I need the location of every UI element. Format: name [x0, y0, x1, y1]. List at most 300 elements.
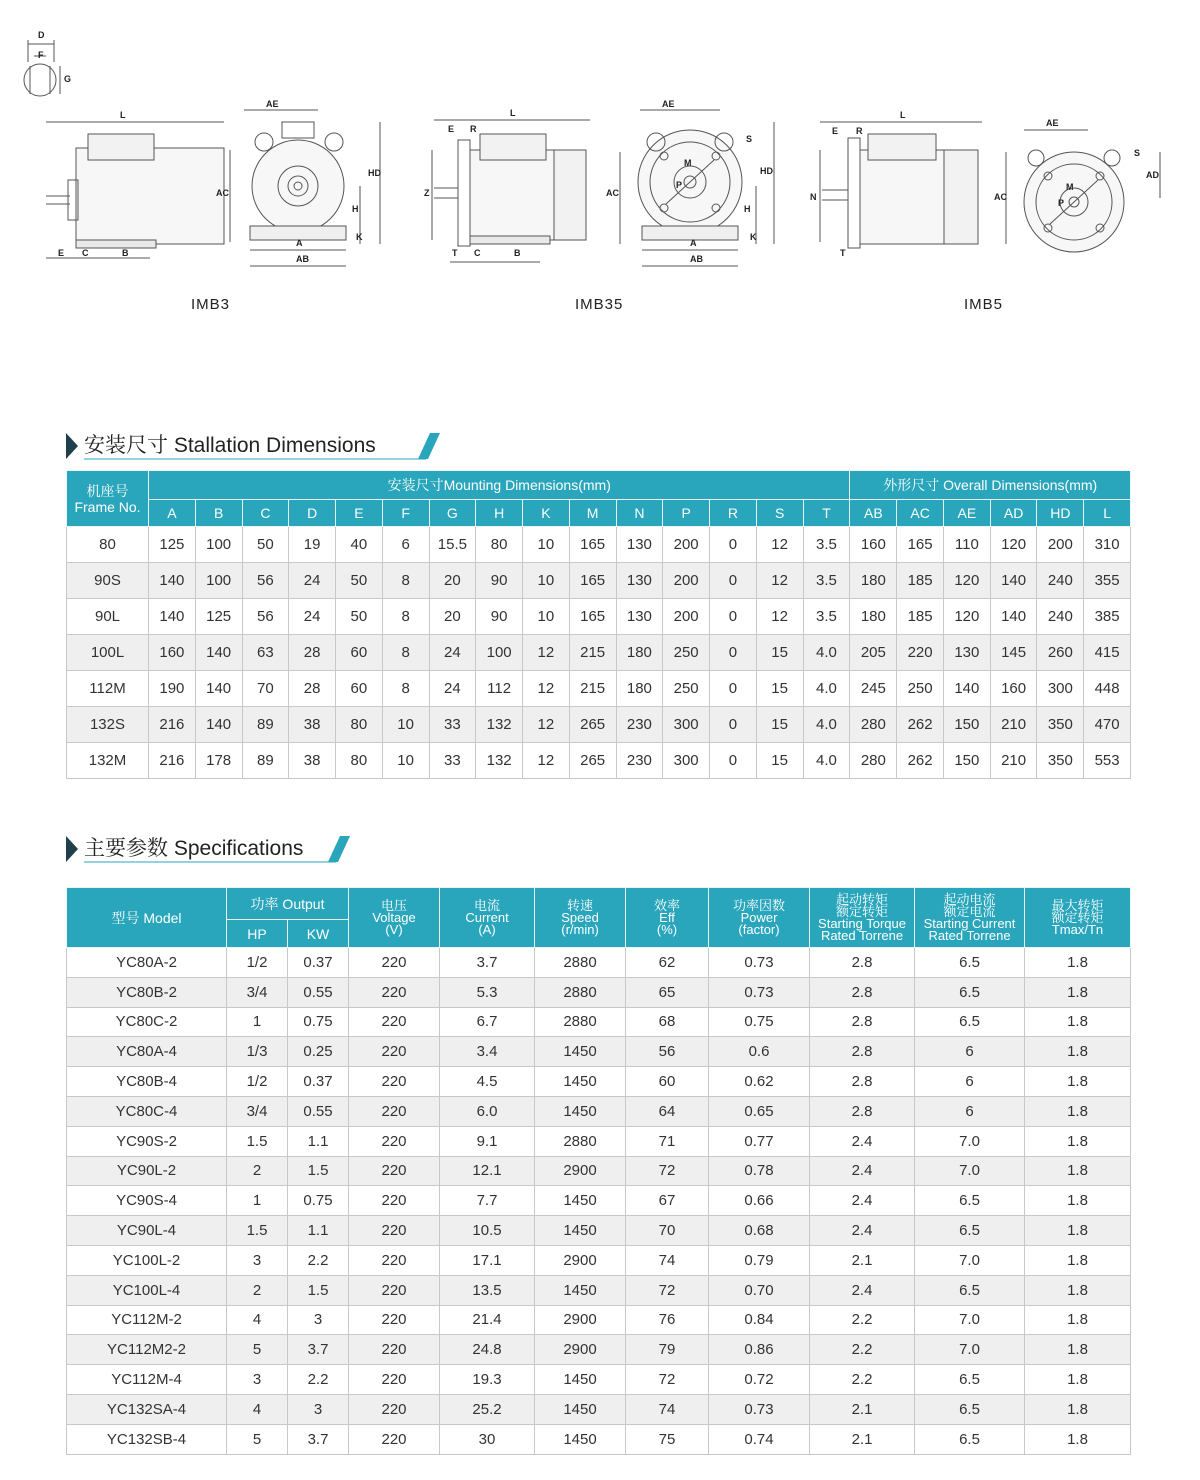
- table-cell: 5: [227, 1335, 288, 1365]
- column-header: F: [382, 500, 429, 527]
- table-cell: 10: [382, 743, 429, 779]
- table-cell: 1: [227, 1186, 288, 1216]
- model-cell: YC80B-4: [67, 1067, 227, 1097]
- table-cell: 245: [850, 671, 897, 707]
- frame-no-cell: 100L: [67, 635, 149, 671]
- imb5-side-view: [820, 122, 1006, 248]
- table-cell: 0.78: [709, 1156, 810, 1186]
- table-cell: 20: [429, 563, 476, 599]
- table-cell: 74: [626, 1394, 709, 1424]
- table-cell: 12.1: [440, 1156, 535, 1186]
- table-cell: 132: [476, 707, 523, 743]
- table-cell: 2.2: [288, 1245, 349, 1275]
- table-cell: 2.8: [810, 977, 915, 1007]
- model-cell: YC132SA-4: [67, 1394, 227, 1424]
- spec-section-title: [66, 834, 356, 864]
- frame-no-header: [67, 471, 149, 527]
- table-cell: 220: [349, 1365, 440, 1395]
- column-header: S: [756, 500, 803, 527]
- table-cell: 6.5: [915, 1216, 1025, 1246]
- table-cell: 3.4: [440, 1037, 535, 1067]
- table-cell: 0: [710, 743, 757, 779]
- table-cell: 3: [288, 1305, 349, 1335]
- table-row: [67, 1394, 1131, 1424]
- table-cell: 63: [242, 635, 289, 671]
- table-cell: 15: [756, 707, 803, 743]
- table-cell: 6.5: [915, 1424, 1025, 1454]
- column-header: T: [803, 500, 850, 527]
- table-cell: 220: [349, 1067, 440, 1097]
- table-cell: 1.8: [1025, 977, 1131, 1007]
- table-cell: 1/2: [227, 948, 288, 978]
- kw-header: KW: [288, 920, 349, 948]
- table-cell: 2: [227, 1275, 288, 1305]
- table-cell: 8: [382, 563, 429, 599]
- table-cell: 56: [626, 1037, 709, 1067]
- header-line: Rated Torrene: [820, 927, 904, 943]
- column-header: K: [523, 500, 570, 527]
- table-cell: 280: [850, 743, 897, 779]
- table-cell: 300: [1037, 671, 1084, 707]
- spec-section-heading: 主要参数 Specifications: [84, 837, 304, 860]
- table-cell: 4.5: [440, 1067, 535, 1097]
- table-cell: 0.75: [288, 1007, 349, 1037]
- table-cell: 3: [227, 1365, 288, 1395]
- install-section-title: [66, 431, 446, 461]
- table-cell: 28: [289, 635, 336, 671]
- dimension-label: T: [452, 248, 458, 258]
- table-cell: 65: [626, 977, 709, 1007]
- table-cell: 1450: [535, 1424, 626, 1454]
- table-cell: 60: [336, 635, 383, 671]
- table-cell: 7.7: [440, 1186, 535, 1216]
- dimension-label: B: [514, 248, 521, 258]
- table-cell: 0.72: [709, 1365, 810, 1395]
- table-cell: 220: [349, 1245, 440, 1275]
- header-line: Voltage: [372, 909, 416, 925]
- table-cell: 220: [349, 1126, 440, 1156]
- table-cell: 89: [242, 743, 289, 779]
- frame-no-cell: 90L: [67, 599, 149, 635]
- table-row: [67, 948, 1131, 978]
- table-cell: 1.8: [1025, 948, 1131, 978]
- table-row: [67, 527, 1131, 563]
- table-row: [67, 1096, 1131, 1126]
- dimension-label: AE: [662, 99, 675, 109]
- table-row: [67, 635, 1131, 671]
- table-cell: 10.5: [440, 1216, 535, 1246]
- starting-current-header: [915, 888, 1025, 948]
- table-cell: 13.5: [440, 1275, 535, 1305]
- table-cell: 3/4: [227, 1096, 288, 1126]
- starting-torque-header: [810, 888, 915, 948]
- table-cell: 30: [440, 1424, 535, 1454]
- table-cell: 185: [897, 599, 944, 635]
- current-header: [440, 888, 535, 948]
- table-cell: 1.8: [1025, 1245, 1131, 1275]
- header-line: (V): [385, 921, 403, 937]
- dimension-label: P: [1058, 198, 1065, 208]
- table-cell: 76: [626, 1305, 709, 1335]
- table-cell: 250: [663, 671, 710, 707]
- table-cell: 3.5: [803, 563, 850, 599]
- table-cell: 1450: [535, 1067, 626, 1097]
- overall-dims-header: 外形尺寸 Overall Dimensions(mm): [850, 471, 1131, 500]
- table-row: [67, 1067, 1131, 1097]
- table-cell: 3.7: [440, 948, 535, 978]
- table-cell: 1.5: [227, 1216, 288, 1246]
- frame-no-label: 机座号 Frame No.: [74, 482, 141, 515]
- column-header: H: [476, 500, 523, 527]
- table-cell: 33: [429, 743, 476, 779]
- table-cell: 165: [897, 527, 944, 563]
- table-cell: 1.8: [1025, 1305, 1131, 1335]
- dimension-label: M: [1066, 182, 1074, 192]
- table-cell: 7.0: [915, 1335, 1025, 1365]
- table-cell: 6: [915, 1067, 1025, 1097]
- table-cell: 220: [349, 1275, 440, 1305]
- column-header: C: [242, 500, 289, 527]
- frame-no-cell: 132S: [67, 707, 149, 743]
- table-cell: 180: [850, 563, 897, 599]
- table-cell: 21.4: [440, 1305, 535, 1335]
- table-cell: 0.79: [709, 1245, 810, 1275]
- table-cell: 2: [227, 1156, 288, 1186]
- dimension-label: C: [474, 248, 481, 258]
- table-cell: 89: [242, 707, 289, 743]
- column-header: R: [710, 500, 757, 527]
- table-cell: 1.8: [1025, 1394, 1131, 1424]
- table-cell: 140: [195, 707, 242, 743]
- table-cell: 33: [429, 707, 476, 743]
- table-cell: 10: [523, 599, 570, 635]
- table-cell: 1450: [535, 1037, 626, 1067]
- dimension-label: E: [832, 126, 839, 136]
- table-cell: 120: [943, 563, 990, 599]
- table-cell: 1/3: [227, 1037, 288, 1067]
- table-cell: 180: [616, 635, 663, 671]
- table-cell: 2.8: [810, 1096, 915, 1126]
- table-cell: 110: [943, 527, 990, 563]
- table-row: [67, 563, 1131, 599]
- table-cell: 0: [710, 563, 757, 599]
- table-cell: 4.0: [803, 743, 850, 779]
- table-cell: 2.4: [810, 1156, 915, 1186]
- table-cell: 265: [569, 743, 616, 779]
- table-cell: 20: [429, 599, 476, 635]
- shaft-detail: [24, 40, 60, 96]
- table-cell: 3: [288, 1394, 349, 1424]
- column-header: N: [616, 500, 663, 527]
- frame-no-cell: 112M: [67, 671, 149, 707]
- table-cell: 12: [756, 563, 803, 599]
- dimension-label: G: [64, 74, 72, 84]
- column-header: AE: [943, 500, 990, 527]
- table-cell: 1.8: [1025, 1126, 1131, 1156]
- table-cell: 0.37: [288, 1067, 349, 1097]
- table-cell: 0: [710, 707, 757, 743]
- table-cell: 0.70: [709, 1275, 810, 1305]
- table-cell: 67: [626, 1186, 709, 1216]
- table-cell: 220: [349, 1424, 440, 1454]
- model-cell: YC112M-2: [67, 1305, 227, 1335]
- header-line: 额定转矩: [836, 903, 889, 919]
- table-cell: 140: [149, 563, 196, 599]
- efficiency-header: [626, 888, 709, 948]
- column-header: B: [195, 500, 242, 527]
- table-cell: 0.86: [709, 1335, 810, 1365]
- table-cell: 2900: [535, 1156, 626, 1186]
- header-line: 电压: [381, 897, 408, 913]
- table-cell: 220: [349, 977, 440, 1007]
- table-cell: 216: [149, 707, 196, 743]
- table-cell: 0.75: [288, 1186, 349, 1216]
- table-cell: 165: [569, 563, 616, 599]
- table-cell: 2.1: [810, 1424, 915, 1454]
- table-row: [67, 1126, 1131, 1156]
- column-header: AB: [850, 500, 897, 527]
- model-cell: YC112M2-2: [67, 1335, 227, 1365]
- table-cell: 28: [289, 671, 336, 707]
- table-cell: 7.0: [915, 1305, 1025, 1335]
- table-cell: 4: [227, 1394, 288, 1424]
- table-cell: 19.3: [440, 1365, 535, 1395]
- table-cell: 262: [897, 707, 944, 743]
- table-cell: 12: [523, 635, 570, 671]
- table-cell: 62: [626, 948, 709, 978]
- table-row: [67, 599, 1131, 635]
- table-cell: 130: [616, 599, 663, 635]
- imb3-side-view: [46, 122, 230, 258]
- model-cell: YC80A-4: [67, 1037, 227, 1067]
- table-cell: 2.8: [810, 1037, 915, 1067]
- table-row: [67, 977, 1131, 1007]
- dimension-label: AD: [1146, 170, 1159, 180]
- column-header: HD: [1037, 500, 1084, 527]
- table-cell: 70: [626, 1216, 709, 1246]
- table-cell: 3.7: [288, 1424, 349, 1454]
- caption-imb5: IMB5: [964, 296, 1004, 313]
- table-cell: 210: [990, 707, 1037, 743]
- table-cell: 60: [336, 671, 383, 707]
- voltage-header: [349, 888, 440, 948]
- table-cell: 6.5: [915, 977, 1025, 1007]
- table-cell: 185: [897, 563, 944, 599]
- table-cell: 1/2: [227, 1067, 288, 1097]
- table-cell: 112: [476, 671, 523, 707]
- dimension-label: AC: [606, 188, 619, 198]
- dimension-label: A: [296, 238, 303, 248]
- table-cell: 3: [227, 1245, 288, 1275]
- table-cell: 6.5: [915, 1007, 1025, 1037]
- dimension-label: E: [58, 248, 65, 258]
- table-row: [67, 1007, 1131, 1037]
- dimension-label: M: [684, 158, 692, 168]
- table-cell: 72: [626, 1156, 709, 1186]
- table-cell: 470: [1084, 707, 1131, 743]
- dimension-label: N: [810, 192, 817, 202]
- header-line: (r/min): [561, 921, 599, 937]
- table-row: [67, 1156, 1131, 1186]
- table-cell: 72: [626, 1275, 709, 1305]
- table-cell: 1.8: [1025, 1275, 1131, 1305]
- table-cell: 125: [149, 527, 196, 563]
- table-cell: 0.25: [288, 1037, 349, 1067]
- table-cell: 0.55: [288, 1096, 349, 1126]
- table-cell: 80: [476, 527, 523, 563]
- install-section-heading: 安装尺寸 Stallation Dimensions: [84, 434, 376, 457]
- table-cell: 90: [476, 599, 523, 635]
- hp-header: HP: [227, 920, 288, 948]
- table-cell: 2880: [535, 1126, 626, 1156]
- table-cell: 7.0: [915, 1156, 1025, 1186]
- table-row: [67, 1216, 1131, 1246]
- table-cell: 220: [897, 635, 944, 671]
- table-cell: 6.5: [915, 1186, 1025, 1216]
- table-cell: 12: [756, 599, 803, 635]
- column-header: A: [149, 500, 196, 527]
- table-row: [67, 1245, 1131, 1275]
- table-cell: 1450: [535, 1275, 626, 1305]
- table-cell: 2900: [535, 1335, 626, 1365]
- table-cell: 1.8: [1025, 1067, 1131, 1097]
- table-cell: 2880: [535, 1007, 626, 1037]
- table-row: [67, 1037, 1131, 1067]
- table-cell: 24: [429, 671, 476, 707]
- dimension-label: E: [448, 124, 455, 134]
- table-cell: 90: [476, 563, 523, 599]
- table-cell: 1.8: [1025, 1424, 1131, 1454]
- table-row: [67, 1275, 1131, 1305]
- table-cell: 2.2: [288, 1365, 349, 1395]
- model-cell: YC90S-2: [67, 1126, 227, 1156]
- table-cell: 79: [626, 1335, 709, 1365]
- table-cell: 70: [242, 671, 289, 707]
- header-line: (A): [478, 921, 496, 937]
- table-cell: 2880: [535, 977, 626, 1007]
- table-cell: 120: [943, 599, 990, 635]
- power-factor-header: [709, 888, 810, 948]
- table-cell: 10: [523, 563, 570, 599]
- dimension-label: T: [840, 248, 846, 258]
- table-cell: 64: [626, 1096, 709, 1126]
- table-cell: 220: [349, 1216, 440, 1246]
- model-cell: YC80C-4: [67, 1096, 227, 1126]
- table-cell: 230: [616, 743, 663, 779]
- header-line: 效率: [654, 897, 681, 913]
- table-cell: 24: [429, 635, 476, 671]
- table-cell: 200: [663, 563, 710, 599]
- table-cell: 0.73: [709, 1394, 810, 1424]
- frame-no-cell: 80: [67, 527, 149, 563]
- table-cell: 220: [349, 1335, 440, 1365]
- table-cell: 50: [336, 563, 383, 599]
- table-cell: 12: [523, 671, 570, 707]
- table-cell: 178: [195, 743, 242, 779]
- dimension-label: D: [38, 30, 45, 40]
- table-cell: 1.8: [1025, 1037, 1131, 1067]
- table-cell: 130: [616, 563, 663, 599]
- table-cell: 150: [943, 743, 990, 779]
- table-cell: 0.66: [709, 1186, 810, 1216]
- table-cell: 160: [850, 527, 897, 563]
- table-cell: 72: [626, 1365, 709, 1395]
- table-cell: 5.3: [440, 977, 535, 1007]
- imb35-side-view: [432, 120, 620, 262]
- table-cell: 0.74: [709, 1424, 810, 1454]
- dimension-label: K: [356, 232, 363, 242]
- dimension-label: L: [510, 108, 516, 118]
- dimension-label: P: [676, 180, 683, 190]
- table-cell: 2.4: [810, 1275, 915, 1305]
- install-dimensions-table: [66, 470, 1131, 779]
- dimension-label: AC: [216, 188, 229, 198]
- table-cell: 17.1: [440, 1245, 535, 1275]
- table-cell: 40: [336, 527, 383, 563]
- table-cell: 60: [626, 1067, 709, 1097]
- table-cell: 5: [227, 1424, 288, 1454]
- table-cell: 230: [616, 707, 663, 743]
- table-cell: 6: [382, 527, 429, 563]
- table-cell: 220: [349, 1037, 440, 1067]
- header-line: Power: [740, 909, 778, 925]
- table-cell: 1450: [535, 1186, 626, 1216]
- header-line: Tmax/Tn: [1051, 921, 1104, 937]
- dimension-label: AC: [994, 192, 1007, 202]
- imb35-end-view: [638, 110, 774, 266]
- table-cell: 160: [149, 635, 196, 671]
- table-cell: 140: [149, 599, 196, 635]
- dimension-label: AE: [1046, 118, 1059, 128]
- header-line: Starting Current: [923, 915, 1016, 931]
- dimension-label: R: [470, 124, 477, 134]
- table-cell: 120: [990, 527, 1037, 563]
- table-cell: 19: [289, 527, 336, 563]
- dimension-label: K: [750, 232, 757, 242]
- table-cell: 6: [915, 1037, 1025, 1067]
- table-cell: 0.84: [709, 1305, 810, 1335]
- table-cell: 0.73: [709, 948, 810, 978]
- table-cell: 80: [336, 743, 383, 779]
- table-cell: 10: [382, 707, 429, 743]
- header-line: Starting Torque: [818, 915, 906, 931]
- model-cell: YC80B-2: [67, 977, 227, 1007]
- table-cell: 1.8: [1025, 1186, 1131, 1216]
- table-cell: 1: [227, 1007, 288, 1037]
- table-cell: 130: [616, 527, 663, 563]
- table-cell: 68: [626, 1007, 709, 1037]
- table-cell: 100: [195, 563, 242, 599]
- imb3-end-view: [244, 110, 380, 266]
- table-cell: 0.55: [288, 977, 349, 1007]
- dimension-label: HD: [760, 166, 773, 176]
- table-cell: 260: [1037, 635, 1084, 671]
- table-cell: 4.0: [803, 707, 850, 743]
- table-cell: 132: [476, 743, 523, 779]
- dimension-label: L: [900, 110, 906, 120]
- table-cell: 216: [149, 743, 196, 779]
- table-cell: 4.0: [803, 671, 850, 707]
- table-cell: 0.65: [709, 1096, 810, 1126]
- table-cell: 150: [943, 707, 990, 743]
- table-cell: 1.8: [1025, 1335, 1131, 1365]
- table-cell: 350: [1037, 707, 1084, 743]
- table-cell: 24: [289, 563, 336, 599]
- table-cell: 250: [897, 671, 944, 707]
- table-cell: 240: [1037, 599, 1084, 635]
- model-cell: YC90S-4: [67, 1186, 227, 1216]
- table-cell: 0.37: [288, 948, 349, 978]
